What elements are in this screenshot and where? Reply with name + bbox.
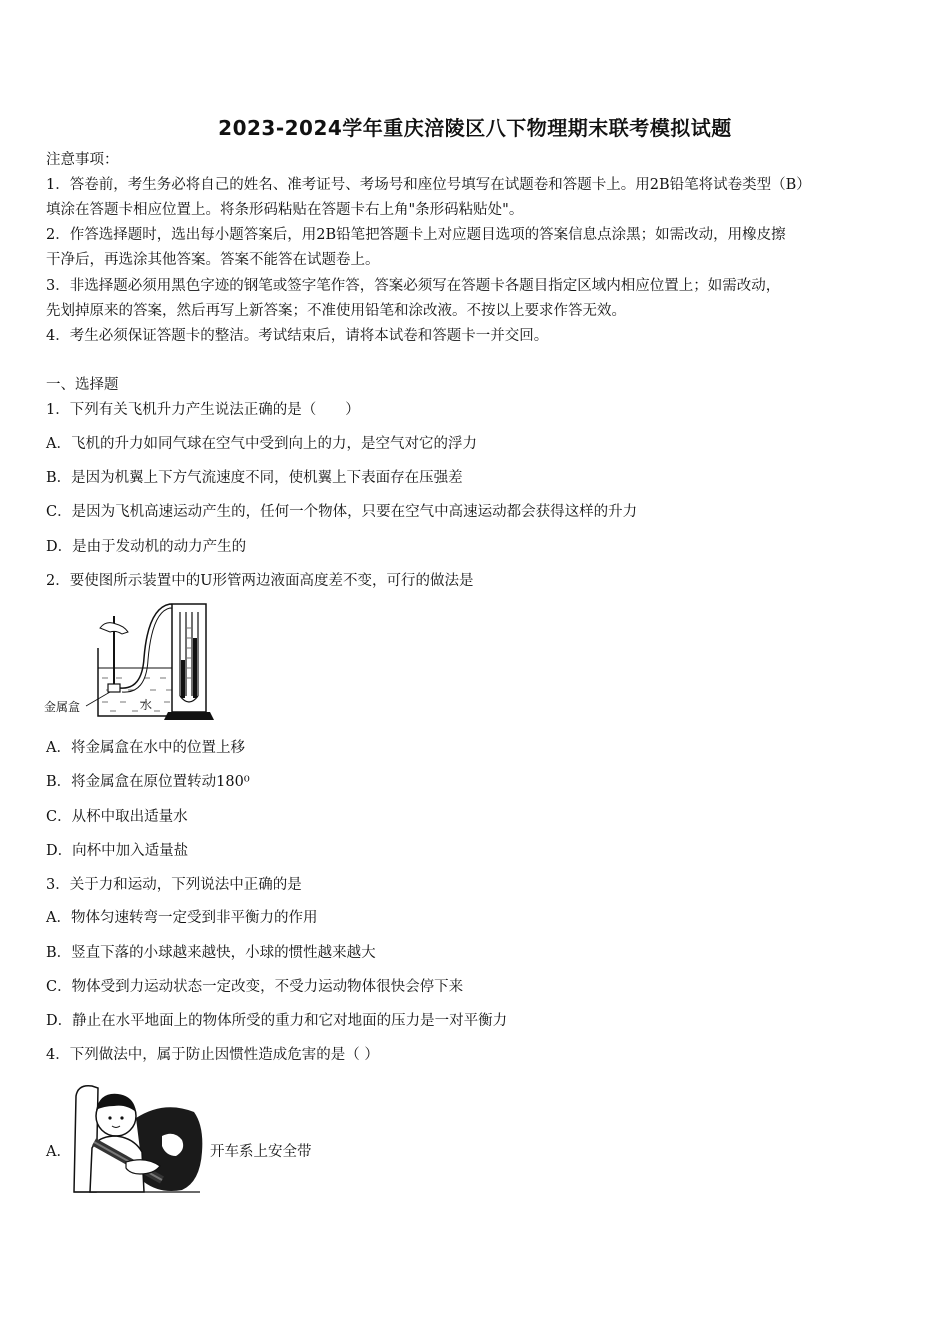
question-2-option-d: D．向杯中加入适量盐 xyxy=(46,843,189,859)
question-1-option-c: C．是因为飞机高速运动产生的，任何一个物体，只要在空气中高速运动都会获得这样的升力 xyxy=(46,504,638,520)
notice-line: 干净后，再选涂其他答案。答案不能答在试题卷上。 xyxy=(46,252,380,268)
notice-line: 3．非选择题必须用黑色字迹的钢笔或签字笔作答，答案必须写在答题卡各题目指定区域内相应位置上；如需改动， xyxy=(46,278,781,294)
question-3-stem: 3．关于力和运动，下列说法中正确的是 xyxy=(46,877,302,893)
seatbelt-drawing xyxy=(70,1082,204,1194)
question-2-option-b: B．将金属盒在原位置转动180⁰ xyxy=(46,774,250,790)
page-title: 2023-2024学年重庆涪陵区八下物理期末联考模拟试题 xyxy=(218,116,732,140)
question-3-option-c: C．物体受到力运动状态一定改变，不受力运动物体很快会停下来 xyxy=(46,979,464,995)
u-tube-manometer-figure xyxy=(44,598,224,724)
seatbelt-illustration xyxy=(70,1082,204,1194)
section-heading: 一、选择题 xyxy=(46,377,119,393)
question-1-option-d: D．是由于发动机的动力产生的 xyxy=(46,539,247,555)
notice-line: 填涂在答题卡相应位置上。将条形码粘贴在答题卡右上角"条形码粘贴处"。 xyxy=(46,202,524,218)
question-1-stem: 1．下列有关飞机升力产生说法正确的是（ ） xyxy=(46,402,360,418)
question-1-option-b: B．是因为机翼上下方气流速度不同，使机翼上下表面存在压强差 xyxy=(46,470,463,486)
question-4-option-a-label: A． xyxy=(46,1144,71,1160)
question-2-option-a: A．将金属盒在水中的位置上移 xyxy=(46,740,245,756)
notice-line: 2．作答选择题时，选出每小题答案后，用2B铅笔把答题卡上对应题目选项的答案信息点涂黑；如需改动，用橡皮擦 xyxy=(46,227,786,243)
notice-line: 1．答卷前，考生务必将自己的姓名、准考证号、考场号和座位号填写在试题卷和答题卡上。用2B铅笔将试卷类型（B） xyxy=(46,177,811,193)
question-3-option-d: D．静止在水平地面上的物体所受的重力和它对地面的压力是一对平衡力 xyxy=(46,1013,508,1029)
notice-heading: 注意事项： xyxy=(46,152,119,168)
metal-box-label: 金属盒 xyxy=(44,700,81,714)
question-2-stem: 2．要使图所示装置中的U形管两边液面高度差不变，可行的做法是 xyxy=(46,573,474,589)
notice-line: 4．考生必须保证答题卡的整洁。考试结束后，请将本试卷和答题卡一并交回。 xyxy=(46,328,549,344)
notice-line: 先划掉原来的答案，然后再写上新答案；不准使用铅笔和涂改液。不按以上要求作答无效。 xyxy=(46,303,626,319)
question-2-option-c: C．从杯中取出适量水 xyxy=(46,809,188,825)
question-1-option-a: A．飞机的升力如同气球在空气中受到向上的力，是空气对它的浮力 xyxy=(46,436,477,452)
question-3-option-a: A．物体匀速转弯一定受到非平衡力的作用 xyxy=(46,910,318,926)
question-4-stem: 4．下列做法中，属于防止因惯性造成危害的是（ ） xyxy=(46,1047,379,1063)
question-4-option-a-caption: 开车系上安全带 xyxy=(210,1144,312,1160)
water-label: 水 xyxy=(140,698,153,712)
question-3-option-b: B．竖直下落的小球越来越快，小球的惯性越来越大 xyxy=(46,945,376,961)
